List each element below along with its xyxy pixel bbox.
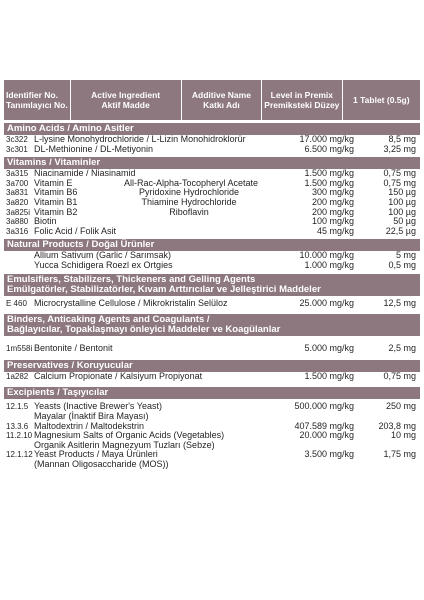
row-name-line2: Organik Asitlerin Magnezyum Tuzları (Sebze)	[34, 439, 215, 450]
row-level: 25.000 mg/kg	[299, 297, 354, 308]
table-row	[4, 402, 420, 421]
header-tablet-label: 1 Tablet (0.5g)	[353, 95, 410, 105]
row-additive: All-Rac-Alpha-Tocopheryl Acetate	[124, 177, 259, 188]
row-level: 500.000 mg/kg	[294, 401, 354, 412]
row-level: 407.589 mg/kg	[294, 420, 354, 431]
table-row	[4, 208, 420, 218]
row-tablet: 100 µg	[388, 206, 416, 217]
row-tablet: 100 µg	[388, 196, 416, 207]
row-tablet: 50 µg	[393, 216, 416, 227]
row-id: 3a831	[6, 188, 29, 198]
row-level: 5.000 mg/kg	[304, 343, 354, 354]
table-row	[4, 145, 420, 155]
section-binders-line2: Bağlayıcılar, Topaklaşmayı önleyici Maddeler ve Koagülanlar	[7, 324, 281, 336]
row-level: 10.000 mg/kg	[299, 250, 354, 261]
section-emulsifiers	[4, 274, 420, 296]
row-id: 3a316	[6, 226, 29, 236]
row-tablet: 22,5 µg	[385, 225, 416, 236]
row-active: Vitamin E	[34, 177, 73, 188]
row-level: 1.500 mg/kg	[304, 177, 354, 188]
row-id: 3a880	[6, 217, 29, 227]
row-id: 3c301	[6, 144, 28, 154]
row-tablet: 1,75 mg	[383, 449, 416, 460]
header-level-label: Level in Premix	[270, 90, 334, 100]
section-binders-line1: Binders, Anticaking Agents and Coagulants /	[7, 314, 210, 326]
row-name	[34, 402, 282, 421]
row-name: Calcium Propionate / Kalsiyum Propiyonat	[34, 370, 203, 381]
row-tablet: 3,25 mg	[383, 143, 416, 154]
row-id: E 460	[6, 298, 27, 308]
table-row	[4, 431, 420, 450]
row-tablet: 0,5 mg	[388, 259, 416, 270]
header-level	[262, 80, 341, 120]
row-active: Folic Acid / Folik Asit	[34, 225, 117, 236]
row-id: 3a315	[6, 169, 29, 179]
row-additive: Riboflavin	[169, 206, 209, 217]
row-name: L-lysine Monohydrochloride / L-Lizin Monohidroklorür	[34, 134, 246, 144]
row-name: Allium Sativum (Garlic / Sarımsak)	[34, 250, 172, 261]
row-id: 3a825i	[6, 207, 31, 217]
row-tablet: 0,75 mg	[383, 168, 416, 179]
row-tablet: 10 mg	[390, 430, 416, 441]
row-tablet: 203,8 mg	[378, 420, 416, 431]
row-name-line1: Magnesium Salts of Organic Acids (Vegetables)	[34, 430, 225, 441]
row-name	[34, 450, 282, 469]
row-name	[34, 208, 282, 218]
row-level: 3.500 mg/kg	[304, 449, 354, 460]
header-identifier-label: Identifier No.	[6, 90, 58, 100]
row-tablet: 250 mg	[385, 401, 416, 412]
table-header	[4, 80, 420, 120]
row-tablet: 150 µg	[388, 187, 416, 198]
section-emulsifiers-line2: Emülgatörler, Stabilizatörler, Kıvam Arttırıcılar ve Jelleştirici Maddeler	[7, 283, 321, 295]
row-name-line1: Yeast Products / Maya Ürünleri	[34, 449, 158, 460]
row-name-line2: Mayalar (İnaktif Bira Mayası)	[34, 410, 149, 421]
row-name	[34, 227, 282, 237]
row-tablet: 12,5 mg	[383, 297, 416, 308]
header-additive-label: Additive Name	[191, 90, 251, 100]
header-identifier-sub: Tanımlayıcı No.	[6, 100, 68, 110]
row-level: 300 mg/kg	[311, 187, 354, 198]
row-id: 3c322	[6, 135, 28, 144]
row-name: Maltodextrin / Maltodekstrin	[34, 420, 145, 431]
row-level: 45 mg/kg	[316, 225, 354, 236]
row-name: DL-Methionine / DL-Metiyonin	[34, 143, 154, 154]
row-active: Vitamin B2	[34, 206, 78, 217]
row-level: 20.000 mg/kg	[299, 430, 354, 441]
header-additive-sub: Katkı Adı	[203, 100, 240, 110]
row-active: Niacinamide / Niasinamid	[34, 168, 136, 179]
row-tablet: 5 mg	[395, 250, 416, 261]
row-level: 1.000 mg/kg	[304, 259, 354, 270]
row-tablet: 0,75 mg	[383, 177, 416, 188]
row-id: 1m558i	[6, 344, 33, 354]
row-id: 12.1.12	[6, 450, 33, 460]
header-active-sub: Aktif Madde	[101, 100, 150, 110]
table-row	[4, 261, 420, 271]
row-tablet: 2,5 mg	[388, 343, 416, 354]
table-row	[4, 227, 420, 237]
row-id: 3a700	[6, 178, 29, 188]
row-name-line1: Yeasts (Inactive Brewer's Yeast)	[34, 401, 162, 412]
row-additive: Pyridoxine Hydrochloride	[138, 187, 240, 198]
row-name-line2: (Mannan Oligosaccharide (MOS))	[34, 458, 169, 469]
header-active-label: Active Ingredient	[91, 90, 161, 100]
row-name	[34, 431, 282, 450]
row-id: 1a282	[6, 371, 29, 381]
table-row	[4, 344, 420, 354]
table-row	[4, 299, 420, 309]
row-name: Yucca Schidigera Roezl ex Ortgies	[34, 259, 173, 270]
table-row	[4, 450, 420, 469]
row-level: 6.500 mg/kg	[304, 143, 354, 154]
header-tablet	[343, 80, 420, 120]
row-level: 1.500 mg/kg	[304, 370, 354, 381]
section-excipients: Excipients / Taşıyıcılar	[4, 387, 420, 399]
section-binders	[4, 314, 420, 336]
header-additive	[182, 80, 261, 120]
row-level: 200 mg/kg	[311, 206, 354, 217]
row-name: Microcrystalline Cellulose / Mikrokristalin Selüloz	[34, 297, 228, 308]
row-level: 200 mg/kg	[311, 196, 354, 207]
row-id: 13.3.6	[6, 421, 29, 431]
row-active: Biotin	[34, 216, 57, 227]
section-amino: Amino Acids / Amino Asitler	[4, 123, 420, 135]
section-vitamins: Vitamins / Vitaminler	[4, 157, 420, 169]
row-tablet: 0,75 mg	[383, 370, 416, 381]
row-active: Vitamin B6	[34, 187, 78, 198]
row-id: 11.2.10	[6, 431, 33, 441]
row-level: 1.500 mg/kg	[304, 168, 354, 179]
ingredients-table	[4, 80, 420, 469]
section-emulsifiers-line1: Emulsifiers, Stabilizers, Thickeners and Gelling Agents	[7, 273, 256, 285]
row-id: 12.1.5	[6, 402, 29, 412]
row-additive: Thiamine Hydrochloride	[141, 196, 237, 207]
section-natural: Natural Products / Doğal Ürünler	[4, 239, 420, 251]
row-name: Bentonite / Bentonit	[34, 343, 113, 354]
table-row	[4, 372, 420, 382]
row-active: Vitamin B1	[34, 196, 78, 207]
header-level-sub: Premiksteki Düzey	[264, 100, 340, 110]
row-id: 3a820	[6, 197, 29, 207]
section-preservatives: Preservatives / Koruyucular	[4, 360, 420, 372]
row-level: 100 mg/kg	[311, 216, 354, 227]
row-tablet: 8,5 mg	[388, 134, 416, 144]
header-identifier	[4, 80, 70, 120]
row-level: 17.000 mg/kg	[299, 134, 354, 144]
header-active	[71, 80, 181, 120]
